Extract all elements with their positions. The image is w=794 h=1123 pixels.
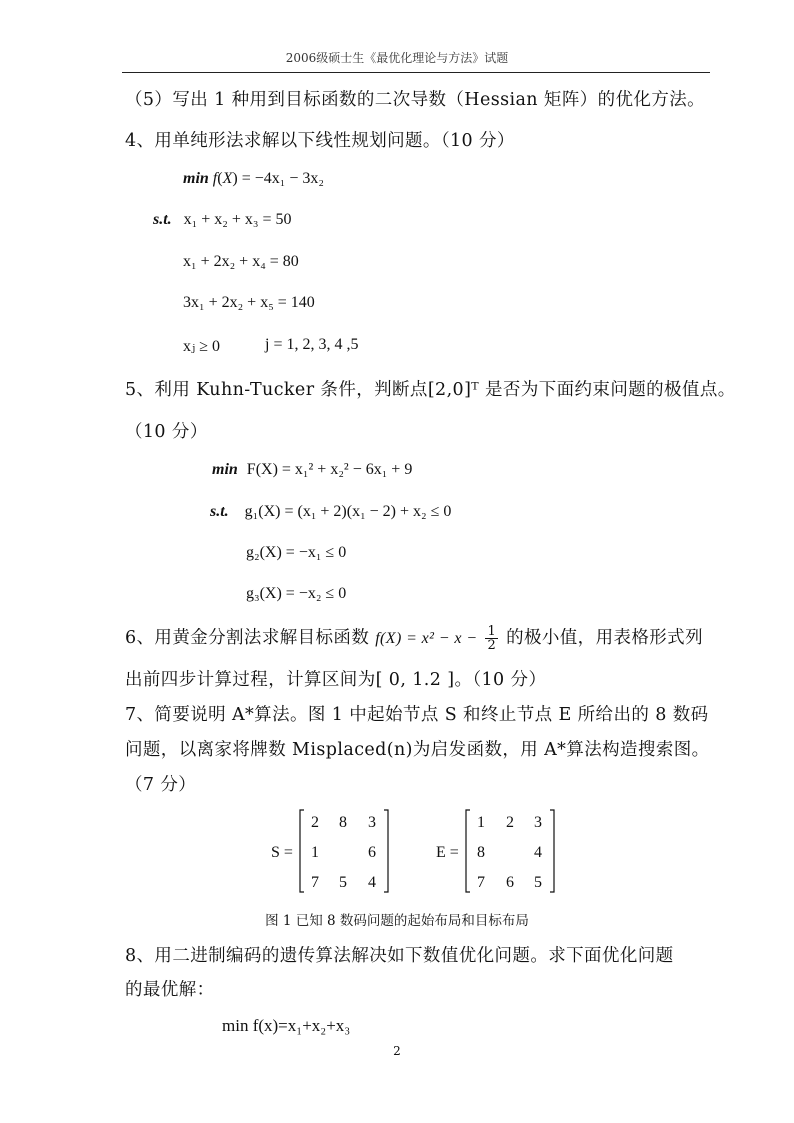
q6-fraction-denominator: 2 — [487, 638, 497, 653]
q4-c1: x₁ + x₂ + x₃ = 50 — [183, 211, 292, 228]
q4-objective: min f(X) = −4x₁ − 3x₂ — [183, 170, 324, 187]
q5-constraint-g1 — [210, 503, 451, 521]
matrix-s-cell: 2 — [311, 814, 319, 831]
matrix-s-label: S = — [271, 844, 293, 861]
q6-line1-a: 6、用黄金分割法求解目标函数 — [125, 628, 370, 648]
matrix-s-cell: 5 — [339, 874, 347, 891]
q8-line2: 的最优解： — [125, 980, 215, 1000]
q4-title: 4、用单纯形法求解以下线性规划问题。（10 分） — [125, 131, 515, 151]
q5-st-keyword: s.t. — [210, 503, 229, 520]
matrix-s-right-bracket — [384, 810, 388, 892]
q6-fraction — [485, 625, 498, 652]
matrix-e-cell: 3 — [534, 814, 542, 831]
q4-objective-rhs: = −4x₁ − 3x₂ — [237, 170, 324, 187]
q5-min-keyword: min — [212, 461, 238, 478]
matrix-s-cell: 8 — [339, 814, 347, 831]
q6-line1-b: 的极小值，用表格形式列 — [506, 628, 703, 648]
matrix-s-cell: 3 — [368, 814, 376, 831]
q5-item5-text: （5）写出 1 种用到目标函数的二次导数（Hessian 矩阵）的优化方法。 — [125, 90, 706, 110]
q6-function: f(X) = x² − x − — [375, 630, 478, 647]
q5-title: 5、利用 Kuhn-Tucker 条件，判断点[2,0]ᵀ 是否为下面约束问题的极值点。 — [125, 380, 736, 400]
page-number: 2 — [393, 1044, 401, 1058]
matrix-e-cell: 8 — [477, 844, 485, 861]
q4-constraint-3: 3x₁ + 2x₂ + x₅ = 140 — [183, 294, 315, 311]
q7-line2: 问题，以离家将牌数 Misplaced(n)为启发函数，用 A*算法构造搜索图。 — [125, 740, 710, 760]
q5-objective-rhs: F(X) = x₁² + x₂² − 6x₁ + 9 — [246, 461, 413, 478]
matrix-e-label: E = — [436, 844, 459, 861]
q4-constraint-4b: j = 1, 2, 3, 4 ,5 — [265, 336, 359, 353]
q5-title-points: （10 分） — [125, 422, 208, 442]
q5-constraint-g2: g₂(X) = −x₁ ≤ 0 — [246, 544, 347, 561]
q6-line2: 出前四步计算过程，计算区间为[ 0, 1.2 ]。（10 分） — [125, 670, 547, 690]
q7-line3: （7 分） — [125, 775, 197, 795]
matrix-e-cell: 1 — [477, 814, 485, 831]
matrix-e-cell: 4 — [534, 844, 542, 861]
matrix-e-cell: 5 — [534, 874, 542, 891]
matrix-e-cell: 2 — [506, 814, 514, 831]
matrix-s-cell: 7 — [311, 874, 319, 891]
q5-g1: g₁(X) = (x₁ + 2)(x₁ − 2) + x₂ ≤ 0 — [244, 503, 452, 520]
q4-constraint-4a: xⱼ ≥ 0 — [183, 338, 221, 355]
q8-line1: 8、用二进制编码的遗传算法解决如下数值优化问题。求下面优化问题 — [125, 946, 674, 966]
q5-constraint-g3: g₃(X) = −x₂ ≤ 0 — [246, 585, 347, 602]
q8-objective: min f(x)=x₁+x₂+x₃ — [222, 1016, 351, 1035]
q5-objective — [212, 461, 412, 479]
matrix-s-cell: 6 — [368, 844, 376, 861]
q4-constraint-2: x₁ + 2x₂ + x₄ = 80 — [183, 253, 299, 270]
q4-constraint-1 — [153, 211, 291, 229]
q6-fraction-numerator: 1 — [487, 624, 497, 639]
matrix-e-cell: 6 — [506, 874, 514, 891]
figure-caption: 图 1 已知 8 数码问题的起始布局和目标布局 — [265, 913, 529, 929]
header-rule — [122, 72, 710, 73]
q6-line1 — [125, 624, 703, 652]
q4-st-keyword: s.t. — [153, 211, 172, 228]
page-header: 2006级硕士生《最优化理论与方法》试题 — [285, 51, 509, 65]
matrix-s-cell: 1 — [311, 844, 319, 861]
q7-line1: 7、简要说明 A*算法。图 1 中起始节点 S 和终止节点 E 所给出的 8 数码 — [125, 705, 709, 725]
matrix-e-left-bracket — [466, 810, 470, 892]
matrix-e-cell: 7 — [477, 874, 485, 891]
matrix-s-cell: 4 — [368, 874, 376, 891]
matrix-e-right-bracket — [550, 810, 554, 892]
q4-min-keyword: min — [183, 170, 209, 187]
matrix-s-left-bracket — [300, 810, 304, 892]
